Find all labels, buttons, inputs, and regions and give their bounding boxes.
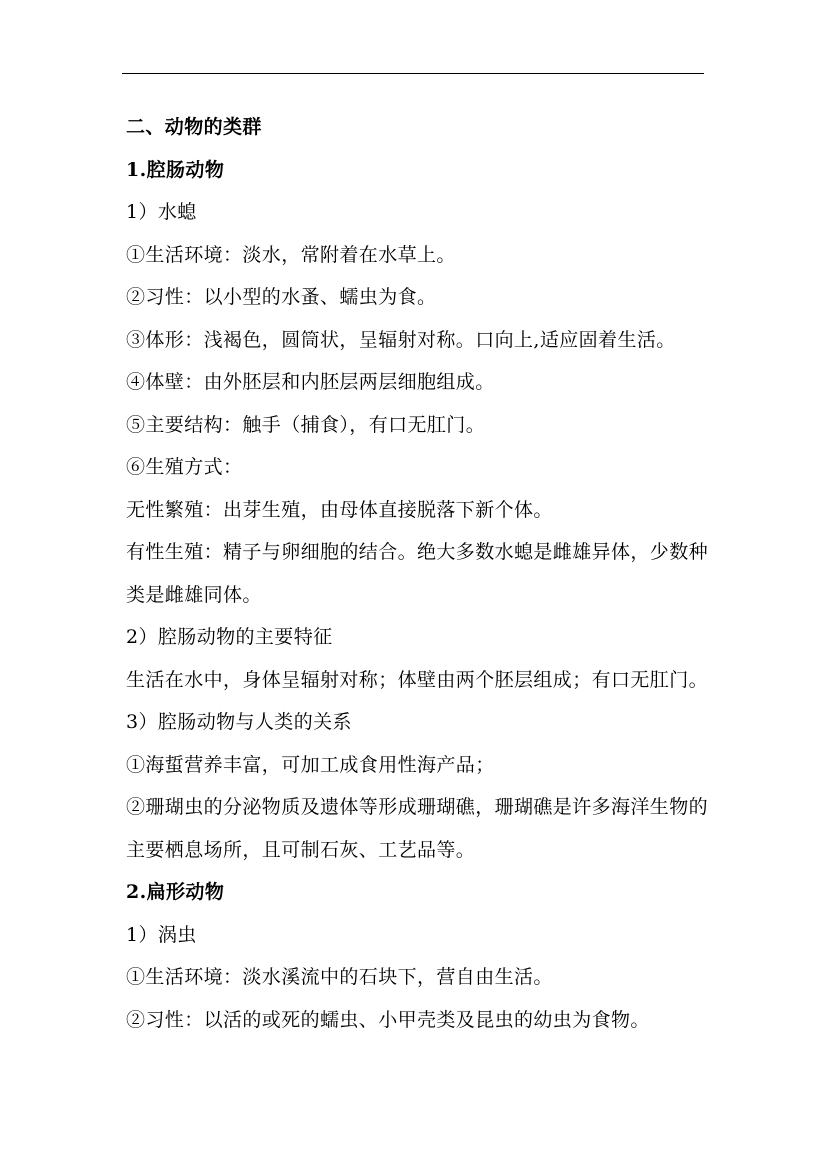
paragraph-line: ①生活环境：淡水，常附着在水草上。	[126, 243, 456, 266]
heading-hydra: 1）水螅	[126, 201, 197, 223]
paragraph-line: ②习性：以活的或死的蠕虫、小甲壳类及昆虫的幼虫为食物。	[126, 1008, 650, 1031]
section-title: 二、动物的类群	[126, 116, 262, 138]
paragraph-line: ④体壁：由外胚层和内胚层两层细胞组成。	[126, 371, 495, 393]
paragraph-line: 有性生殖：精子与卵细胞的结合。绝大多数水螅是雌雄异体，少数种	[126, 541, 709, 563]
document-body	[126, 106, 756, 1041]
paragraph-line: 无性繁殖：出芽生殖，由母体直接脱落下新个体。	[126, 498, 553, 521]
paragraph-line: ②珊瑚虫的分泌物质及遗体等形成珊瑚礁，珊瑚礁是许多海洋生物的	[126, 796, 709, 818]
paragraph-line: ⑤主要结构：触手（捕食），有口无肛门。	[126, 413, 486, 436]
header-rule	[122, 73, 704, 74]
subsection-title-coelenterates: 1.腔肠动物	[126, 158, 225, 181]
paragraph-line: ⑥生殖方式：	[126, 456, 243, 478]
paragraph-line: 类是雌雄同体。	[126, 583, 262, 606]
paragraph-line: ①海蜇营养丰富，可加工成食用性海产品；	[126, 753, 495, 776]
paragraph-line: 主要栖息场所，且可制石灰、工艺品等。	[126, 838, 476, 861]
heading-planarian: 1）涡虫	[126, 923, 197, 946]
subsection-title-flatworms: 2.扁形动物	[126, 881, 225, 903]
paragraph-line: ①生活环境：淡水溪流中的石块下，营自由生活。	[126, 966, 553, 988]
paragraph-line: 生活在水中，身体呈辐射对称；体壁由两个胚层组成；有口无肛门。	[126, 668, 709, 691]
paragraph-line: ②习性：以小型的水蚤、蠕虫为食。	[126, 286, 437, 308]
paragraph-line: ③体形：浅褐色，圆筒状，呈辐射对称。口向上,适应固着生活。	[126, 328, 676, 351]
heading-relation-to-humans: 3）腔肠动物与人类的关系	[126, 711, 352, 733]
heading-main-features: 2）腔肠动物的主要特征	[126, 626, 333, 648]
